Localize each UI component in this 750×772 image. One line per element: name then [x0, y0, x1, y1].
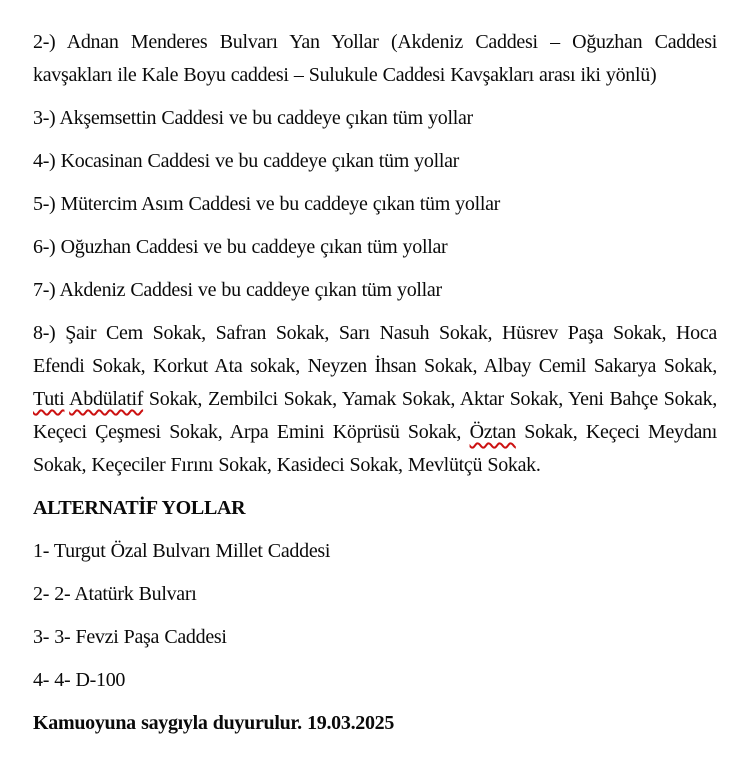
street-list-segment: Sokak, Keçeci Meydanı Sokak, Keçeciler Fırını Sokak, Kasideci Sokak, Mevlütçü Sokak. — [33, 421, 717, 476]
closed-road-item-2: 2-) Adnan Menderes Bulvarı Yan Yollar (Akdeniz Caddesi – Oğuzhan Caddesi kavşakları ile Kale Boyu caddesi – Sulukule Caddesi Kavşakları arası iki yönlü) — [33, 31, 717, 86]
alternative-routes-heading: ALTERNATİF YOLLAR — [33, 497, 246, 519]
misspelled-word: Tuti — [33, 388, 65, 410]
closed-road-item-8 — [33, 317, 717, 482]
closed-road-item-3: 3-) Akşemsettin Caddesi ve bu caddeye çıkan tüm yollar — [33, 107, 473, 129]
misspelled-word: Öztan — [469, 421, 516, 443]
misspelled-word: Abdülatif — [69, 388, 144, 410]
closed-road-item-5: 5-) Mütercim Asım Caddesi ve bu caddeye çıkan tüm yollar — [33, 193, 501, 215]
street-list-segment: 8-) Şair Cem Sokak, Safran Sokak, Sarı Nasuh Sokak, Hüsrev Paşa Sokak, Hoca Efendi Sokak, Korkut Ata sokak, Neyzen İhsan Sokak, Albay Cemil Sakarya Sokak, — [33, 322, 717, 377]
alternative-route-1: 1- Turgut Özal Bulvarı Millet Caddesi — [33, 540, 331, 562]
closed-road-item-6: 6-) Oğuzhan Caddesi ve bu caddeye çıkan tüm yollar — [33, 236, 448, 258]
street-list-segment: Sokak, Zembilci Sokak, Yamak Sokak, Aktar Sokak, Yeni Bahçe Sokak, Keçeci Çeşmesi Sokak, Arpa Emini Köprüsü Sokak, — [33, 388, 717, 443]
closed-road-item-7: 7-) Akdeniz Caddesi ve bu caddeye çıkan tüm yollar — [33, 279, 442, 301]
alternative-route-3: 3- 3- Fevzi Paşa Caddesi — [33, 626, 227, 648]
alternative-route-2: 2- 2- Atatürk Bulvarı — [33, 583, 197, 605]
closing-statement: Kamuoyuna saygıyla duyurulur. 19.03.2025 — [33, 712, 395, 734]
closed-road-item-4: 4-) Kocasinan Caddesi ve bu caddeye çıkan tüm yollar — [33, 150, 460, 172]
alternative-route-4: 4- 4- D-100 — [33, 669, 126, 691]
